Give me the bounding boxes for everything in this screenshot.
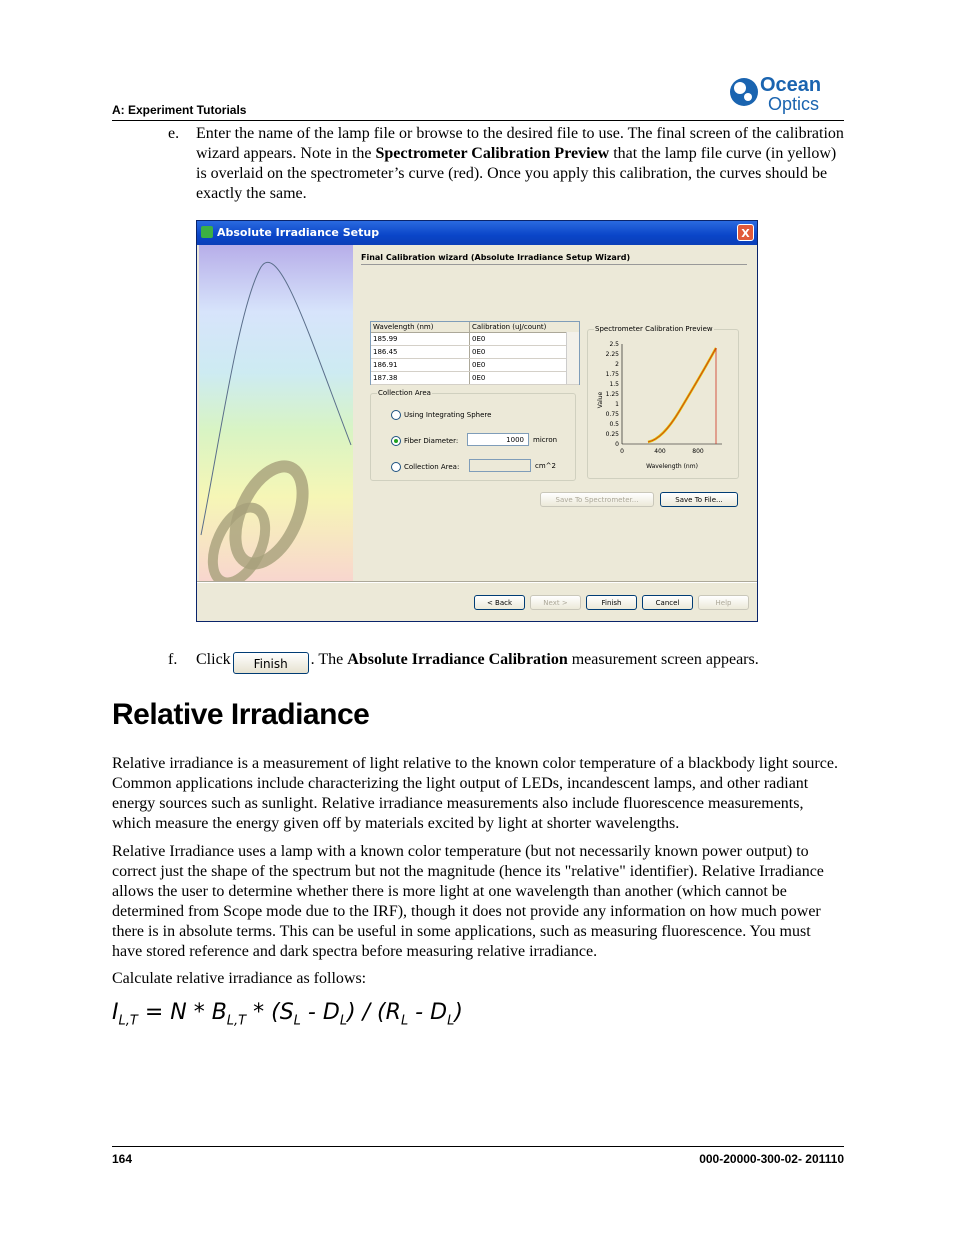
table-row[interactable] <box>371 333 579 346</box>
table-cell: 186.91 <box>371 359 470 371</box>
y-tick-label: 0.75 <box>605 411 619 418</box>
sphere-radio[interactable]: Using Integrating Sphere <box>391 410 491 420</box>
column-header: Calibration (uJ/count) <box>472 323 547 331</box>
table-row[interactable] <box>371 359 579 372</box>
collection-area-group <box>370 389 576 481</box>
y-tick-label: 0.25 <box>605 431 619 438</box>
fiber-diameter-radio[interactable]: Fiber Diameter: <box>391 436 458 446</box>
step-e <box>112 124 844 204</box>
lamp-curve <box>648 348 716 442</box>
table-cell: 0E0 <box>472 348 486 356</box>
y-tick-label: 1 <box>615 401 619 408</box>
save-to-spectrometer-button[interactable]: Save To Spectrometer... <box>540 492 654 507</box>
button-bar-divider <box>197 581 757 583</box>
preview-plot <box>588 330 738 478</box>
section-title: Relative Irradiance <box>112 698 370 731</box>
y-tick-label: 2 <box>615 361 619 368</box>
step-text: Enter the name of the lamp file or browse to the desired file to use. The final screen of the calibration wizard appears. Note in the Spectrometer Calibration Preview that the lamp file curve (in yellow) is overlaid on the spectrometer’s curve (red). Once you apply this calibration, the curves should be exactly the same. <box>196 125 844 202</box>
table-row[interactable] <box>371 346 579 359</box>
ocean-optics-logo <box>726 70 846 116</box>
table-cell: 187.38 <box>371 372 470 384</box>
calibration-preview-group <box>587 325 739 479</box>
fiber-diameter-field[interactable]: 1000 <box>467 433 529 446</box>
irradiance-formula: $I_{L,T} = N * B_{L,T} * (S_L - D_L) / (R_L - D_L)$ <box>112 1000 463 1029</box>
x-tick-label: 400 <box>654 448 666 455</box>
header-title: A: Experiment Tutorials <box>112 103 247 117</box>
group-legend: Spectrometer Calibration Preview <box>595 325 713 333</box>
table-scrollbar[interactable] <box>566 332 579 384</box>
table-header <box>371 322 579 333</box>
collection-area-radio[interactable]: Collection Area: <box>391 462 459 472</box>
y-tick-label: 1.25 <box>605 391 619 398</box>
collection-area-field[interactable] <box>469 459 531 472</box>
wizard-rule <box>361 264 747 265</box>
y-tick-label: 0 <box>615 441 619 448</box>
y-tick-label: 0.5 <box>609 421 619 428</box>
window-titlebar <box>197 221 757 245</box>
area-unit: cm^2 <box>535 462 556 470</box>
step-number: f. <box>168 651 178 668</box>
window-title: Absolute Irradiance Setup <box>217 226 380 239</box>
paragraph-1: Relative irradiance is a measurement of light relative to the known color temperature of a blackbody light source. Common applications include characterizing the light output of LEDs, incandescent lamps, and other radiant energy sources such as sunlight. Relative irradiance measurements also include fluorescence measurements, which measure the energy given off by materials excited by light at shorter wavelengths. <box>112 755 838 832</box>
svg-text:Ocean: Ocean <box>760 74 822 96</box>
wizard-title: Final Calibration wizard (Absolute Irradiance Setup Wizard) <box>361 253 631 262</box>
step-number: e. <box>168 125 180 142</box>
y-tick-label: 1.75 <box>605 371 619 378</box>
table-cell: 0E0 <box>472 335 486 343</box>
paragraph-3: Calculate relative irradiance as follows: <box>112 970 367 987</box>
help-button[interactable]: Help <box>698 595 749 610</box>
group-legend: Collection Area <box>378 389 431 397</box>
table-row[interactable] <box>371 372 579 385</box>
x-tick-label: 800 <box>692 448 704 455</box>
table-cell: 186.45 <box>371 346 470 358</box>
absolute-irradiance-window <box>196 220 758 622</box>
header-rule <box>112 120 844 121</box>
table-cell: 0E0 <box>472 361 486 369</box>
save-to-file-button[interactable]: Save To File... <box>660 492 738 507</box>
finish-button-image: Finish <box>233 652 309 674</box>
paragraph-2: Relative Irradiance uses a lamp with a known color temperature (but not necessarily known power output) to correct just the shape of the spectrum but not the magnitude (hence its "relative" identifier). Relative Irradiance allows the user to determine whether there is more light at one wavelength than another (which cannot be determined from Scope mode due to the IRF), though it does not provide any information on how much power there is in absolute terms. This can be useful in some applications, such as measuring fluorescence. You must have stored reference and dark spectra before measuring relative irradiance. <box>112 843 824 960</box>
calibration-table[interactable] <box>370 321 580 385</box>
table-cell: 0E0 <box>472 374 486 382</box>
table-cell: 185.99 <box>371 333 470 345</box>
app-icon <box>201 226 213 238</box>
step-f <box>112 650 844 674</box>
y-tick-label: 2.25 <box>605 351 619 358</box>
step-text: Click Finish . The Absolute Irradiance Calibration measurement screen appears. <box>196 650 844 674</box>
column-header: Wavelength (nm) <box>371 322 470 332</box>
back-button[interactable]: < Back <box>474 595 525 610</box>
finish-button[interactable]: Finish <box>586 595 637 610</box>
y-tick-label: 1.5 <box>609 381 619 388</box>
close-icon[interactable]: X <box>737 224 754 241</box>
wizard-side-panel <box>199 245 353 581</box>
svg-text:Optics: Optics <box>768 94 820 114</box>
cancel-button[interactable]: Cancel <box>642 595 693 610</box>
y-axis-label: Value <box>597 391 604 409</box>
page-number: 164 <box>112 1152 133 1166</box>
x-tick-label: 0 <box>620 448 624 455</box>
y-tick-label: 2.5 <box>609 341 619 348</box>
fiber-unit: micron <box>533 436 558 444</box>
next-button[interactable]: Next > <box>530 595 581 610</box>
spectrometer-curve <box>648 348 716 442</box>
x-axis-label: Wavelength (nm) <box>646 463 698 470</box>
document-number: 000-20000-300-02- 201110 <box>699 1152 844 1166</box>
footer-rule <box>112 1146 844 1147</box>
